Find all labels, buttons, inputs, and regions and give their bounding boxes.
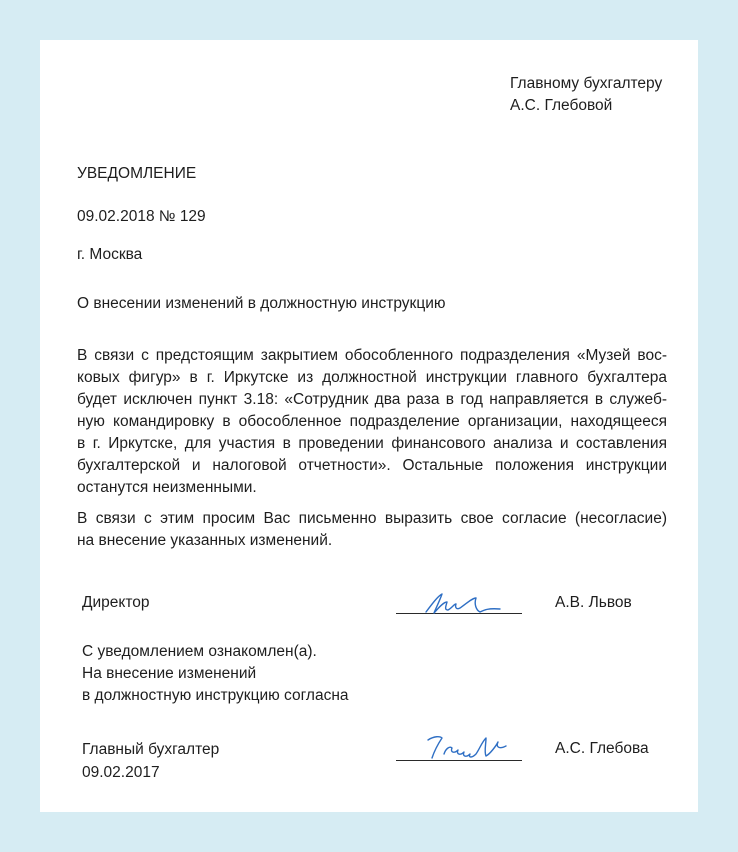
director-signature xyxy=(420,588,506,618)
acknowledgement-block xyxy=(82,641,349,707)
document-type-title: УВЕДОМЛЕНИЕ xyxy=(77,165,197,182)
paragraph-1 xyxy=(77,345,667,499)
city: г. Москва xyxy=(77,246,143,263)
acknowledgement-line: На внесение изменений xyxy=(82,665,257,682)
accountant-signature xyxy=(424,728,516,764)
addressee-line-1: Главному бухгалтеру xyxy=(510,75,663,92)
accountant-block xyxy=(82,738,219,784)
acknowledgement-line: в должностную инструкцию согласна xyxy=(82,687,349,704)
paragraph-2-line: В связи с этим просим Вас письменно выразить свое согласие (несогласие) xyxy=(77,510,667,527)
paragraph-1-line: бухгалтерской и налоговой отчетности». Остальные положения инструкции xyxy=(77,457,667,474)
paragraph-2 xyxy=(77,508,667,552)
addressee-block xyxy=(510,73,662,117)
date-and-number: 09.02.2018 № 129 xyxy=(77,208,206,225)
accountant-name: А.С. Глебова xyxy=(555,740,649,757)
accountant-title: Главный бухгалтер xyxy=(82,741,220,758)
director-name: А.В. Львов xyxy=(555,594,632,611)
subject-line: О внесении изменений в должностную инструкцию xyxy=(77,295,446,312)
acknowledgement-line: С уведомлением ознакомлен(а). xyxy=(82,643,317,660)
paragraph-1-line: в г. Иркутске, для участия в проведении финансового анализа и составления xyxy=(77,435,667,452)
paragraph-1-line: останутся неизменными. xyxy=(77,479,257,496)
paragraph-2-line: на внесение указанных изменений. xyxy=(77,532,333,549)
director-title: Директор xyxy=(82,594,150,611)
paragraph-1-line: будет исключен пункт 3.18: «Сотрудник два раза в год направляется в служеб- xyxy=(77,391,667,408)
accountant-date: 09.02.2017 xyxy=(82,764,160,781)
paragraph-1-line: В связи с предстоящим закрытием обособленного подразделения «Музей вос- xyxy=(77,347,667,364)
document-page xyxy=(40,40,698,812)
paragraph-1-line: ковых фигур» в г. Иркутске из должностной инструкции главного бухгалтера xyxy=(77,369,667,386)
addressee-line-2: А.С. Глебовой xyxy=(510,97,613,114)
paragraph-1-line: ную командировку в обособленное подразделение организации, находящееся xyxy=(77,413,667,430)
